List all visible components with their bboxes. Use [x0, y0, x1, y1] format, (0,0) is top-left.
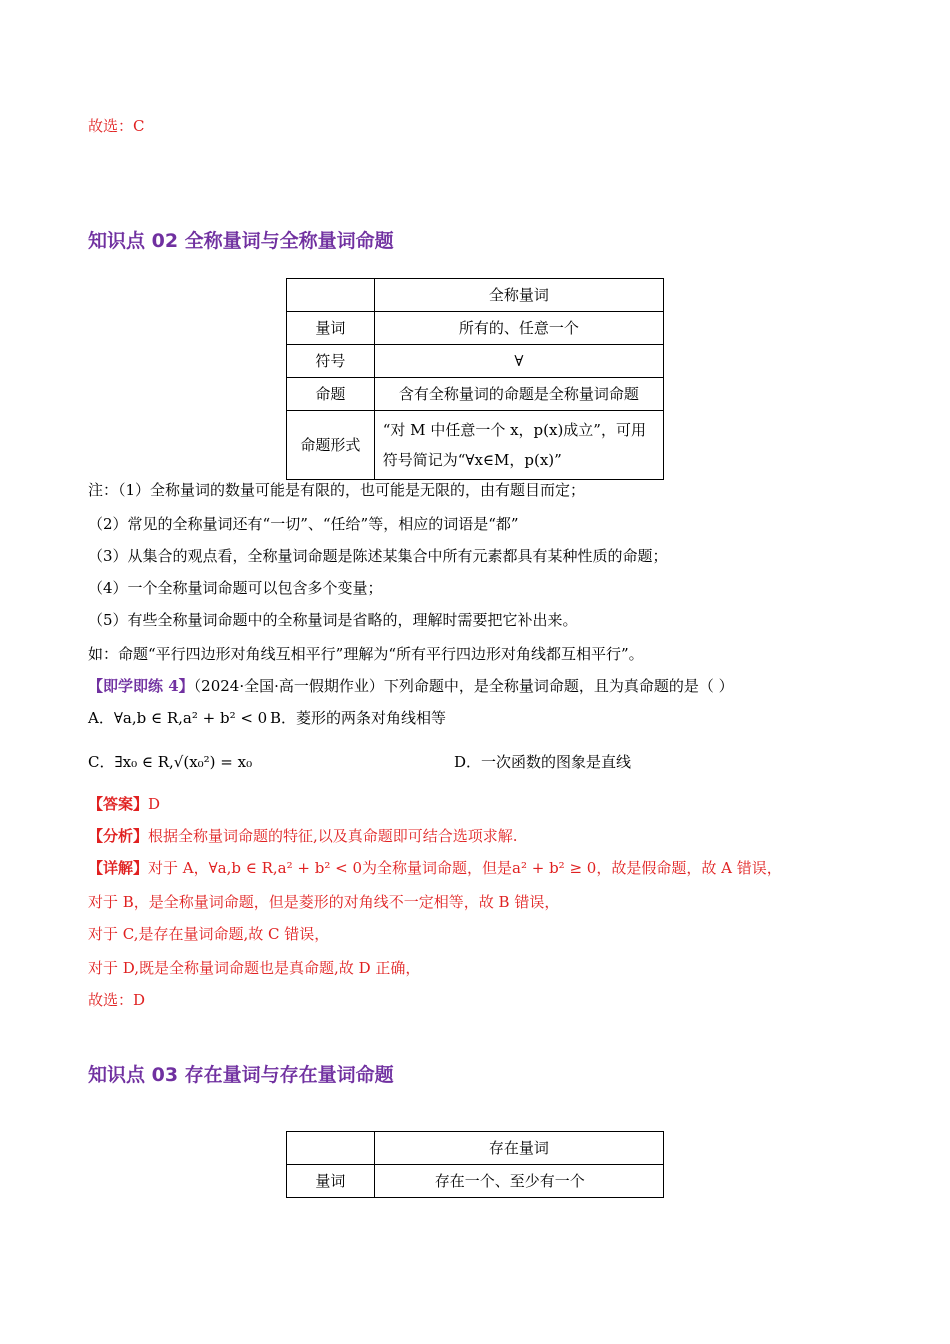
top-answer: 故选：C [88, 117, 145, 135]
answer-value: D [148, 795, 161, 813]
option-d: D．一次函数的图象是直线 [454, 753, 632, 771]
analysis-tag: 【分析】 [88, 827, 149, 845]
note-line: （3）从集合的观点看，全称量词命题是陈述某集合中所有元素都具有某种性质的命题； [88, 547, 668, 565]
detail-tag: 【详解】 [88, 859, 149, 877]
row-label: 量词 [287, 1165, 375, 1198]
detail-line: 故选：D [88, 991, 146, 1009]
detail-line [88, 858, 782, 878]
table-header: 存在量词 [374, 1132, 663, 1165]
row-label: 命题形式 [287, 411, 375, 480]
option-b: B．菱形的两条对角线相等 [270, 709, 447, 727]
option-c: C．∃x₀ ∈ R,√(x₀²) = x₀ [88, 753, 253, 771]
note-line: （4）一个全称量词命题可以包含多个变量； [88, 579, 383, 597]
note-line: 注：（1）全称量词的数量可能是有限的，也可能是无限的，由有题目而定； [88, 481, 586, 499]
exercise-tag: 【即学即练 4】 [88, 677, 194, 695]
section-heading-02: 知识点 02 全称量词与全称量词命题 [88, 230, 394, 252]
analysis-text: 根据全称量词命题的特征,以及真命题即可结合选项求解. [148, 827, 518, 845]
existential-quantifier-table [286, 1131, 664, 1198]
note-line: （2）常见的全称量词还有“一切”、“任给”等，相应的词语是“都” [88, 515, 519, 533]
table-corner-cell [287, 279, 375, 312]
row-label: 量词 [287, 312, 375, 345]
note-line: 如：命题“平行四边形对角线互相平行”理解为“所有平行四边形对角线都互相平行”。 [88, 645, 644, 663]
option-a: A．∀a,b ∈ R,a² + b² < 0 [88, 709, 268, 727]
form-line-2: 符号简记为“∀x∈M，p(x)” [382, 451, 562, 469]
note-line: （5）有些全称量词命题中的全称量词是省略的，理解时需要把它补出来。 [88, 611, 578, 629]
row-value: 含有全称量词的命题是全称量词命题 [374, 378, 663, 411]
row-value: 所有的、任意一个 [374, 312, 663, 345]
universal-quantifier-table [286, 278, 664, 480]
exercise-source: （2024·全国·高一假期作业）下列命题中，是全称量词命题，且为真命题的是（ ） [193, 677, 734, 695]
answer-tag: 【答案】 [88, 795, 149, 813]
row-label: 命题 [287, 378, 375, 411]
detail-line: 对于 B，是全称量词命题，但是菱形的对角线不一定相等，故 B 错误， [88, 893, 560, 911]
detail-text: 对于 A，∀a,b ∈ R,a² + b² < 0为全称量词命题，但是a² + b² ≥ 0，故是假命题，故 A 错误， [148, 859, 782, 877]
row-value: ∀ [374, 345, 663, 378]
row-value-form [374, 411, 663, 480]
section-heading-03: 知识点 03 存在量词与存在量词命题 [88, 1064, 394, 1086]
row-label: 符号 [287, 345, 375, 378]
detail-line: 对于 D,既是全称量词命题也是真命题,故 D 正确， [88, 959, 421, 977]
detail-line: 对于 C,是存在量词命题,故 C 错误， [88, 925, 330, 943]
answer-line [88, 794, 160, 814]
table-header: 全称量词 [374, 279, 663, 312]
form-line-1: “对 M 中任意一个 x，p(x)成立”，可用 [382, 421, 646, 439]
analysis-line [88, 826, 518, 846]
exercise-question [88, 676, 734, 696]
table-corner-cell [287, 1132, 375, 1165]
row-value: 存在一个、至少有一个 [374, 1165, 663, 1198]
